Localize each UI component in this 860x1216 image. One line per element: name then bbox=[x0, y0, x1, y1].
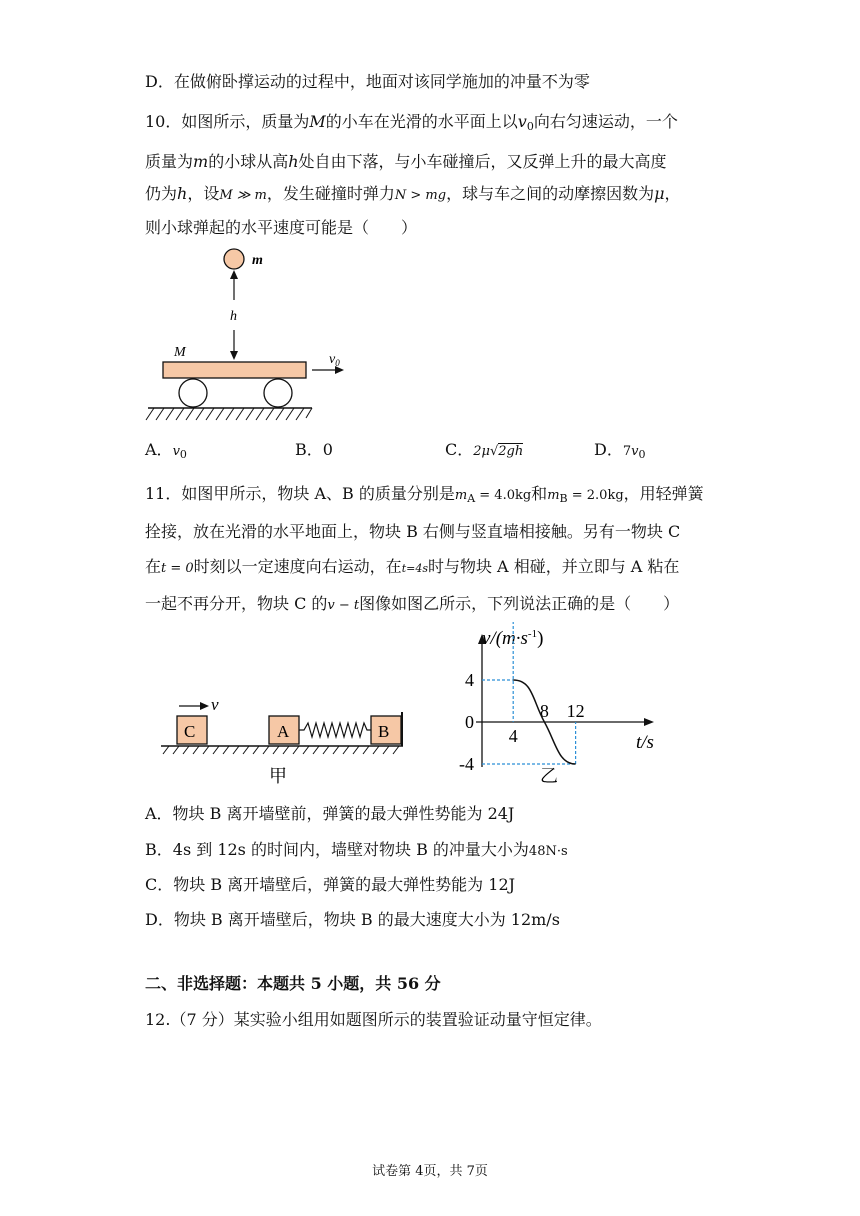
y-tick-label: 0 bbox=[465, 712, 474, 732]
q10-option-b: B．0 bbox=[295, 440, 333, 459]
q11-line-3: 在t = 0时刻以一定速度向右运动，在t=4s时与物块 A 相碰，并立即与 A 粘在 bbox=[145, 557, 680, 576]
cart-wheel-left bbox=[179, 379, 207, 407]
c-velocity-label: v bbox=[211, 695, 219, 714]
q10-line-2: 质量为m的小球从高h处自由下落，与小车碰撞后，又反弹上升的最大高度 bbox=[145, 152, 667, 171]
cart-body bbox=[163, 362, 306, 378]
q11-line-4: 一起不再分开，物块 C 的v − t图像如图乙所示，下列说法正确的是（ ） bbox=[145, 594, 680, 613]
block-a-label: A bbox=[277, 722, 290, 741]
q11-line-1: 11．如图甲所示，物块 A、B 的质量分别是$m_A = 4.0kg$和$m_B = 2.0kg$，用轻弹簧 bbox=[145, 484, 704, 505]
radical-sign: √ bbox=[489, 444, 499, 459]
arrow-head-down bbox=[230, 351, 238, 360]
q11-line-2: 拴接，放在光滑的水平地面上，物块 B 右侧与竖直墙相接触。另有一物块 C bbox=[145, 522, 681, 541]
q11-option-c: C．物块 B 离开墙壁后，弹簧的最大弹性势能为 12J bbox=[145, 875, 516, 894]
q10-line-4: 则小球弹起的水平速度可能是（ ） bbox=[145, 218, 418, 237]
spring bbox=[299, 723, 371, 737]
q11-figure-yi bbox=[440, 622, 670, 792]
block-b-label: B bbox=[378, 722, 390, 741]
q10-option-d: D．$7v_0$ bbox=[594, 440, 646, 461]
block-c-label: C bbox=[184, 722, 196, 741]
q10-option-c: C．2μ√2gh bbox=[445, 440, 524, 459]
q10-option-a: A．$v_0$ bbox=[145, 440, 187, 461]
figure-yi-caption: 乙 bbox=[540, 766, 558, 786]
arrow-head-up bbox=[230, 270, 238, 279]
q11-option-b: B．4s 到 12s 的时间内，墙壁对物块 B 的冲量大小为48N·s bbox=[145, 840, 568, 859]
section-2-title: 二、非选择题：本题共 5 小题，共 56 分 bbox=[145, 974, 441, 993]
ball-mass-label: m bbox=[252, 253, 263, 268]
c-velocity-arrow-head bbox=[200, 702, 209, 710]
page-footer: 试卷第 4页，共 7页 bbox=[372, 1164, 488, 1179]
cart-mass-label: M bbox=[174, 345, 186, 360]
q11-option-a: A．物块 B 离开墙壁前，弹簧的最大弹性势能为 24J bbox=[145, 804, 515, 823]
x-tick-label: 8 bbox=[539, 701, 549, 721]
q11-option-d: D．物块 B 离开墙壁后，物块 B 的最大速度大小为 12m/s bbox=[145, 910, 560, 929]
q10-line-3: 仍为h，设M ≫ m，发生碰撞时弹力N > mg，球与车之间的动摩擦因数为μ， bbox=[145, 184, 681, 203]
q12-text: 12.（7 分）某实验小组用如题图所示的装置验证动量守恒定律。 bbox=[145, 1010, 602, 1029]
figure-jia-caption: 甲 bbox=[269, 766, 287, 786]
q9-option-d: D．在做俯卧撑运动的过程中，地面对该同学施加的冲量不为零 bbox=[145, 72, 590, 91]
q10-cart-figure bbox=[140, 240, 360, 430]
height-label: h bbox=[230, 309, 237, 324]
q10-line-1: 10．如图所示，质量为M的小车在光滑的水平面上以$v_0$向右匀速运动，一个 bbox=[145, 112, 678, 133]
cart-wheel-right bbox=[264, 379, 292, 407]
y-tick-label: 4 bbox=[465, 670, 474, 690]
q11-figure-jia bbox=[155, 690, 415, 790]
y-axis-label: $v/(m\cdot s^{-1})$ bbox=[482, 628, 544, 649]
ball bbox=[224, 249, 244, 269]
x-tick-label: 4 bbox=[508, 726, 518, 746]
x-axis-label: t/s bbox=[636, 732, 654, 753]
ground-hatch bbox=[146, 408, 312, 420]
y-tick-label: -4 bbox=[459, 754, 474, 774]
x-tick-label: 12 bbox=[566, 701, 585, 721]
floor-hatch bbox=[163, 746, 399, 754]
velocity-label: $v_0$ bbox=[329, 352, 340, 368]
x-axis-arrow bbox=[644, 718, 654, 726]
